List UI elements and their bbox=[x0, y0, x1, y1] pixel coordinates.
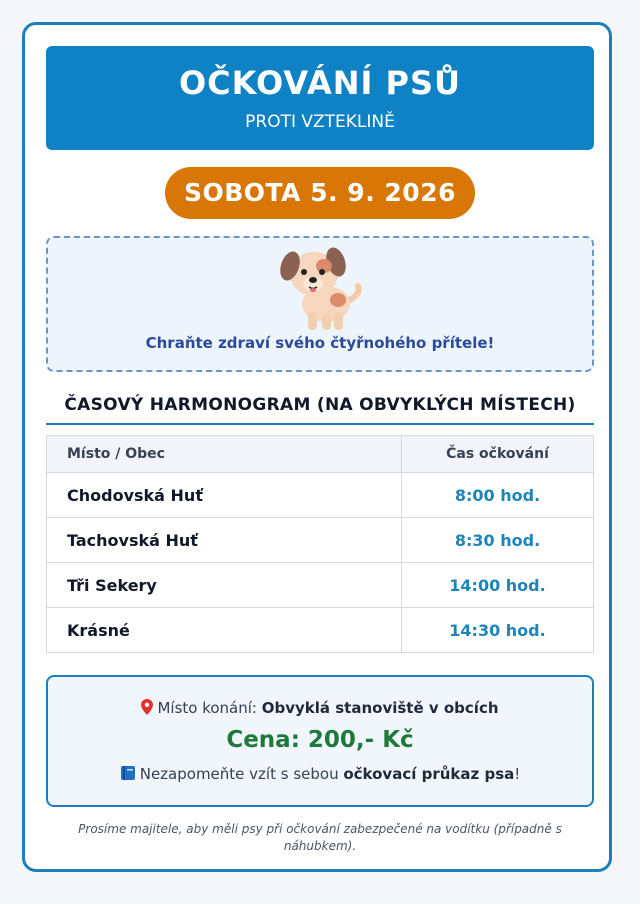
reminder-prefix: Nezapomeňte vzít s sebou bbox=[139, 765, 339, 783]
reminder-line bbox=[48, 765, 592, 783]
row-time: 8:30 hod. bbox=[402, 518, 594, 563]
table-row bbox=[47, 563, 594, 608]
row-place: Tři Sekery bbox=[47, 563, 402, 608]
row-place: Tachovská Huť bbox=[47, 518, 402, 563]
column-header-place: Místo / Obec bbox=[47, 436, 402, 473]
price: Cena: 200,- Kč bbox=[226, 727, 414, 753]
pin-icon bbox=[141, 699, 153, 715]
location-value: Obvyklá stanoviště v obcích bbox=[261, 699, 499, 717]
dog-icon bbox=[276, 242, 366, 334]
reminder-bold: očkovací průkaz psa bbox=[343, 765, 515, 783]
date-badge: SOBOTA 5. 9. 2026 bbox=[165, 167, 475, 219]
schedule-table bbox=[46, 435, 594, 653]
footnote: Prosíme majitele, aby měli psy při očkování zabezpečené na vodítku (případně s náhubkem). bbox=[78, 822, 562, 853]
info-box bbox=[46, 675, 594, 807]
schedule-title: ČASOVÝ HARMONOGRAM (NA OBVYKLÝCH MÍSTECH) bbox=[64, 395, 576, 415]
schedule-divider bbox=[46, 423, 594, 425]
page-subtitle: PROTI VZTEKLINĚ bbox=[245, 112, 395, 132]
mascot-slogan: Chraňte zdraví svého čtyřnohého přítele! bbox=[145, 334, 495, 352]
row-time: 14:00 hod. bbox=[402, 563, 594, 608]
row-time: 8:00 hod. bbox=[402, 473, 594, 518]
row-place: Chodovská Huť bbox=[47, 473, 402, 518]
location-label: Místo konání: bbox=[157, 699, 257, 717]
table-row bbox=[47, 473, 594, 518]
column-header-time: Čas očkování bbox=[402, 436, 594, 473]
row-time: 14:30 hod. bbox=[402, 608, 594, 653]
reminder-suffix: ! bbox=[514, 765, 521, 783]
table-row bbox=[47, 518, 594, 563]
table-header-row bbox=[47, 436, 594, 473]
page-title: OČKOVÁNÍ PSŮ bbox=[178, 64, 462, 102]
poster-card bbox=[22, 22, 612, 872]
location-line bbox=[48, 699, 592, 717]
mascot-box bbox=[46, 236, 594, 372]
book-icon bbox=[120, 765, 136, 781]
row-place: Krásné bbox=[47, 608, 402, 653]
header-banner bbox=[46, 46, 594, 150]
table-row bbox=[47, 608, 594, 653]
